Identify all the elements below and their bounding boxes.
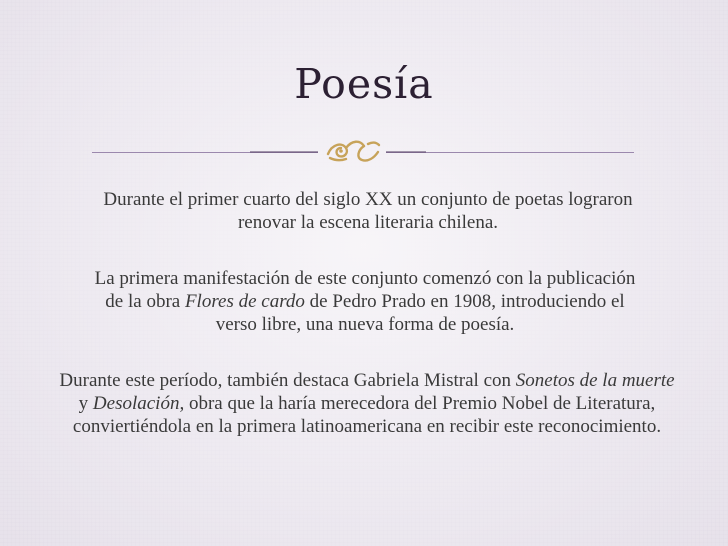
- work-title-flores-de-cardo: Flores de cardo: [184, 291, 305, 312]
- paragraph-mistral: [0, 369, 728, 438]
- work-title-sonetos-de-la-muerte: Sonetos de la muerte: [515, 370, 675, 391]
- title-divider-left-accent: [250, 151, 318, 153]
- work-title-desolacion: Desolación,: [92, 393, 185, 414]
- paragraph-mistral-text-3: obra que la haría merecedora del Premio Nobel de Literatura, conviertiéndola en la primera latinoamericana en recibir este reconocimiento.: [72, 393, 662, 437]
- paragraph-prado: [0, 267, 728, 336]
- paragraph-intro: Durante el primer cuarto del siglo XX un conjunto de poetas lograron renovar la escena literaria chilena.: [103, 189, 633, 233]
- title-divider-right-accent: [386, 151, 426, 153]
- paragraph-mistral-text-1: Durante este período, también destaca Gabriela Mistral con: [59, 370, 516, 391]
- slide-title: Poesía: [294, 60, 434, 108]
- paragraph-prado-text-2: de Pedro Prado en 1908, introduciendo el verso libre, una nueva forma de poesía.: [215, 291, 625, 335]
- paragraph-mistral-text-2: y: [78, 393, 93, 414]
- decorative-scroll-icon: [324, 136, 384, 164]
- paragraph-prado-text-1: La primera manifestación de este conjunto comenzó con la publicación de la obra: [94, 268, 636, 312]
